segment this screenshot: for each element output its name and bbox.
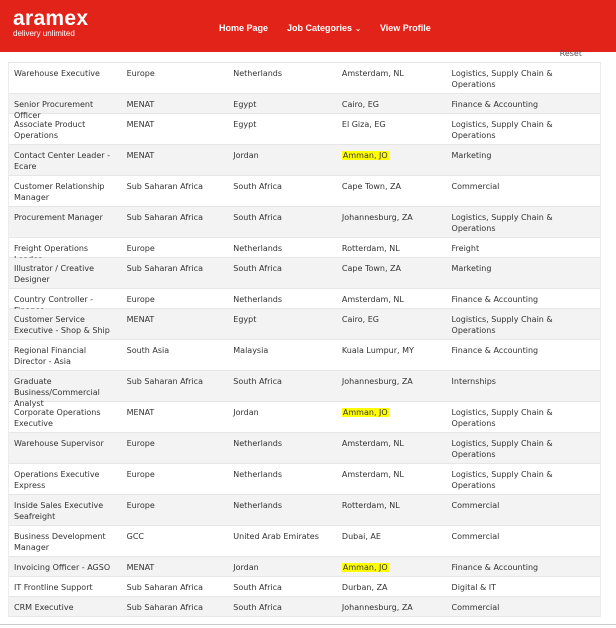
- job-category: [447, 243, 600, 257]
- job-city-text: Kuala Lumpur, MY: [341, 346, 414, 355]
- job-country: [228, 376, 337, 401]
- job-category-text: Digital & IT: [451, 583, 497, 592]
- job-city: [337, 469, 447, 494]
- job-title-text: Customer Relationship Manager: [14, 182, 105, 202]
- chevron-down-icon: ⌄: [355, 26, 361, 33]
- job-title[interactable]: [9, 500, 122, 525]
- job-title[interactable]: [9, 469, 122, 494]
- job-region-text: South Asia: [126, 346, 170, 355]
- job-region: [122, 181, 229, 206]
- job-row[interactable]: [9, 402, 600, 433]
- job-region: [122, 602, 229, 616]
- job-row[interactable]: [9, 433, 600, 464]
- job-title[interactable]: [9, 376, 122, 408]
- job-category-text: Finance & Accounting: [451, 563, 539, 572]
- job-category-text: Commercial: [451, 603, 500, 612]
- job-title[interactable]: [9, 119, 122, 144]
- job-title-text: Regional Financial Director - Asia: [14, 346, 87, 366]
- job-region-text: Europe: [126, 69, 155, 78]
- job-category-text: Logistics, Supply Chain & Operations: [451, 408, 553, 428]
- job-country-text: Netherlands: [233, 244, 283, 253]
- job-city-text: Amsterdam, NL: [341, 439, 404, 448]
- job-title-text: Contact Center Leader - Ecare: [14, 151, 110, 171]
- job-title-text: Customer Service Executive - Shop & Ship: [14, 315, 110, 335]
- job-region-text: MENAT: [126, 315, 155, 324]
- job-region-text: Europe: [126, 439, 155, 448]
- job-country-text: Egypt: [233, 315, 257, 324]
- job-category-text: Commercial: [451, 182, 500, 191]
- job-region-text: Europe: [126, 470, 155, 479]
- job-title-text: Senior Procurement Officer: [14, 100, 94, 120]
- job-country: [228, 438, 337, 463]
- job-row[interactable]: [9, 495, 600, 526]
- job-title[interactable]: [9, 263, 122, 288]
- job-row[interactable]: [9, 340, 600, 371]
- job-country: [228, 99, 337, 113]
- job-row[interactable]: [9, 258, 600, 289]
- main-nav: [219, 22, 431, 36]
- job-region: [122, 243, 229, 257]
- job-country: [228, 469, 337, 494]
- job-row[interactable]: [9, 94, 600, 120]
- job-city-text: Amsterdam, NL: [341, 69, 404, 78]
- job-category-text: Marketing: [451, 151, 492, 160]
- job-city-text: Amsterdam, NL: [341, 470, 404, 479]
- job-country-text: United Arab Emirates: [233, 532, 319, 541]
- job-country: [228, 263, 337, 288]
- job-category: [447, 212, 600, 237]
- job-category-text: Finance & Accounting: [451, 295, 539, 304]
- job-city-text: Cape Town, ZA: [341, 182, 402, 191]
- job-region-text: Sub Saharan Africa: [126, 264, 203, 273]
- job-region: [122, 294, 229, 308]
- job-title-text: Graduate Business/Commercial Analyst: [14, 377, 100, 408]
- job-region-text: Sub Saharan Africa: [126, 583, 203, 592]
- job-row[interactable]: [9, 145, 600, 176]
- job-country-text: South Africa: [233, 583, 282, 592]
- job-city-text: Durban, ZA: [341, 583, 388, 592]
- job-country-text: Netherlands: [233, 470, 283, 479]
- page-fold: [0, 624, 616, 628]
- job-city-text: Amman, JO: [342, 563, 388, 572]
- job-title[interactable]: [9, 68, 122, 93]
- job-row[interactable]: [9, 464, 600, 495]
- job-title-text: CRM Executive: [14, 603, 74, 612]
- job-region: [122, 407, 229, 432]
- job-category-text: Commercial: [451, 501, 500, 510]
- job-city-text: Amman, JO: [342, 408, 388, 417]
- job-category: [447, 314, 600, 339]
- job-city: [337, 562, 447, 576]
- job-row[interactable]: [9, 289, 600, 309]
- job-title-text: Corporate Operations Executive: [14, 408, 101, 428]
- job-city: [337, 119, 447, 144]
- job-title[interactable]: [9, 438, 122, 463]
- nav-view-profile[interactable]: View Profile: [379, 23, 431, 33]
- job-category: [447, 68, 600, 93]
- job-city-text: Johannesburg, ZA: [341, 377, 413, 386]
- job-region: [122, 314, 229, 339]
- job-title[interactable]: [9, 294, 122, 308]
- jobs-table: [8, 62, 601, 617]
- job-country: [228, 582, 337, 596]
- job-city: [337, 602, 447, 616]
- job-row[interactable]: [9, 597, 600, 617]
- job-region-text: MENAT: [126, 100, 155, 109]
- job-title-text: Illustrator / Creative Designer: [14, 264, 95, 284]
- job-category: [447, 407, 600, 432]
- job-category-text: Logistics, Supply Chain & Operations: [451, 69, 553, 89]
- job-category-text: Finance & Accounting: [451, 100, 539, 109]
- job-city-text: Amman, JO: [342, 151, 388, 160]
- job-row[interactable]: [9, 176, 600, 207]
- job-country-text: Netherlands: [233, 501, 283, 510]
- job-region-text: Sub Saharan Africa: [126, 213, 203, 222]
- job-category: [447, 150, 600, 175]
- job-country-text: South Africa: [233, 264, 282, 273]
- job-country-text: South Africa: [233, 377, 282, 386]
- job-city: [337, 294, 447, 308]
- job-category: [447, 531, 600, 556]
- job-country-text: Netherlands: [233, 69, 283, 78]
- job-city: [337, 181, 447, 206]
- job-region: [122, 376, 229, 401]
- job-city: [337, 263, 447, 288]
- job-title[interactable]: [9, 602, 122, 616]
- job-region-text: Europe: [126, 501, 155, 510]
- job-title-text: Operations Executive Express: [14, 470, 100, 490]
- job-country: [228, 500, 337, 525]
- job-region: [122, 212, 229, 237]
- job-city: [337, 582, 447, 596]
- job-row[interactable]: [9, 238, 600, 258]
- job-region: [122, 500, 229, 525]
- job-country: [228, 294, 337, 308]
- job-region: [122, 531, 229, 556]
- job-country: [228, 243, 337, 257]
- job-row[interactable]: [9, 371, 600, 408]
- aramex-logo[interactable]: aramex: [13, 7, 89, 30]
- job-title[interactable]: [9, 243, 122, 257]
- job-category: [447, 582, 600, 596]
- job-country-text: Jordan: [233, 563, 259, 572]
- job-title[interactable]: [9, 314, 122, 339]
- job-row[interactable]: [9, 557, 600, 577]
- job-title-text: Associate Product Operations: [14, 120, 86, 140]
- job-title[interactable]: [9, 407, 122, 432]
- job-country-text: Jordan: [233, 151, 259, 160]
- job-country-text: Jordan: [233, 408, 259, 417]
- job-country-text: Malaysia: [233, 346, 269, 355]
- job-category: [447, 469, 600, 494]
- job-country-text: Egypt: [233, 120, 257, 129]
- job-category-text: Logistics, Supply Chain & Operations: [451, 439, 553, 459]
- job-region: [122, 119, 229, 144]
- job-title[interactable]: [9, 212, 122, 237]
- reset-link[interactable]: Reset: [559, 49, 582, 58]
- job-city: [337, 99, 447, 113]
- job-category-text: Logistics, Supply Chain & Operations: [451, 120, 553, 140]
- job-country: [228, 562, 337, 576]
- job-category: [447, 119, 600, 144]
- job-region: [122, 150, 229, 175]
- job-city-text: El Giza, EG: [341, 120, 386, 129]
- job-category: [447, 294, 600, 308]
- job-country-text: South Africa: [233, 182, 282, 191]
- job-category-text: Logistics, Supply Chain & Operations: [451, 315, 553, 335]
- job-region: [122, 68, 229, 93]
- job-city-text: Amsterdam, NL: [341, 295, 404, 304]
- job-city: [337, 345, 447, 370]
- job-row[interactable]: [9, 577, 600, 597]
- job-category: [447, 438, 600, 463]
- brand-tagline: delivery unlimited: [13, 29, 75, 38]
- nav-job-categories-label: Job Categories: [287, 23, 353, 33]
- job-title-text: Inside Sales Executive Seafreight: [14, 501, 104, 521]
- job-city: [337, 212, 447, 237]
- job-city: [337, 407, 447, 432]
- job-category-text: Commercial: [451, 532, 500, 541]
- job-region-text: MENAT: [126, 408, 155, 417]
- job-row[interactable]: [9, 114, 600, 145]
- job-category-text: Freight: [451, 244, 480, 253]
- job-region: [122, 562, 229, 576]
- job-region-text: MENAT: [126, 120, 155, 129]
- job-country: [228, 314, 337, 339]
- job-city: [337, 438, 447, 463]
- job-category: [447, 263, 600, 288]
- job-region-text: Sub Saharan Africa: [126, 377, 203, 386]
- job-category: [447, 602, 600, 616]
- job-title[interactable]: [9, 181, 122, 206]
- job-city-text: Dubai, AE: [341, 532, 381, 541]
- job-region-text: GCC: [126, 532, 144, 541]
- job-country: [228, 181, 337, 206]
- job-region-text: MENAT: [126, 151, 155, 160]
- job-country: [228, 150, 337, 175]
- job-title-text: Warehouse Executive: [14, 69, 100, 78]
- job-city-text: Cairo, EG: [341, 315, 379, 324]
- job-category: [447, 181, 600, 206]
- job-country: [228, 119, 337, 144]
- job-city-text: Johannesburg, ZA: [341, 603, 413, 612]
- job-category: [447, 345, 600, 370]
- job-title-text: Procurement Manager: [14, 213, 103, 222]
- job-title[interactable]: [9, 531, 122, 556]
- job-category: [447, 99, 600, 113]
- job-city: [337, 68, 447, 93]
- site-header: [0, 0, 616, 52]
- job-region-text: Sub Saharan Africa: [126, 182, 203, 191]
- job-title-text: Business Development Manager: [14, 532, 106, 552]
- job-row[interactable]: [9, 526, 600, 557]
- nav-home[interactable]: Home Page: [219, 23, 269, 33]
- job-country: [228, 602, 337, 616]
- job-row[interactable]: [9, 207, 600, 238]
- job-city: [337, 150, 447, 175]
- job-city: [337, 243, 447, 257]
- job-city: [337, 376, 447, 401]
- job-city: [337, 500, 447, 525]
- job-city-text: Johannesburg, ZA: [341, 213, 413, 222]
- job-region: [122, 99, 229, 113]
- job-title[interactable]: [9, 150, 122, 175]
- job-region: [122, 582, 229, 596]
- job-city-text: Cape Town, ZA: [341, 264, 402, 273]
- job-city: [337, 531, 447, 556]
- job-title[interactable]: [9, 582, 122, 596]
- job-region-text: Europe: [126, 244, 155, 253]
- job-title-text: Country Controller -: [14, 295, 94, 304]
- job-country-text: Egypt: [233, 100, 257, 109]
- job-category-text: Finance & Accounting: [451, 346, 539, 355]
- job-title-text: IT Frontline Support: [14, 583, 93, 592]
- job-region: [122, 263, 229, 288]
- job-city-text: Rotterdam, NL: [341, 501, 400, 510]
- job-country-text: Netherlands: [233, 295, 283, 304]
- job-title[interactable]: [9, 562, 122, 576]
- job-category: [447, 562, 600, 576]
- job-region-text: Sub Saharan Africa: [126, 603, 203, 612]
- job-title-text: Warehouse Supervisor: [14, 439, 104, 448]
- job-category-text: Logistics, Supply Chain & Operations: [451, 470, 553, 490]
- job-region: [122, 469, 229, 494]
- job-title-text: Freight Operations: [14, 244, 89, 253]
- job-region-text: Europe: [126, 295, 155, 304]
- job-category: [447, 500, 600, 525]
- job-title-text: Invoicing Officer - AGSO: [14, 563, 111, 572]
- job-city-text: Cairo, EG: [341, 100, 379, 109]
- job-category-text: Logistics, Supply Chain & Operations: [451, 213, 553, 233]
- job-row[interactable]: [9, 309, 600, 340]
- job-country: [228, 345, 337, 370]
- job-city-text: Rotterdam, NL: [341, 244, 400, 253]
- job-region: [122, 345, 229, 370]
- job-category: [447, 376, 600, 401]
- job-country: [228, 212, 337, 237]
- job-country-text: Netherlands: [233, 439, 283, 448]
- job-region: [122, 438, 229, 463]
- job-region-text: MENAT: [126, 563, 155, 572]
- job-title[interactable]: [9, 345, 122, 370]
- job-country-text: South Africa: [233, 213, 282, 222]
- job-country: [228, 531, 337, 556]
- job-country: [228, 407, 337, 432]
- job-city: [337, 314, 447, 339]
- job-country-text: South Africa: [233, 603, 282, 612]
- job-title[interactable]: [9, 99, 122, 120]
- nav-job-categories[interactable]: [287, 22, 361, 36]
- job-category-text: Internships: [451, 377, 496, 386]
- job-row[interactable]: [9, 63, 600, 94]
- job-category-text: Marketing: [451, 264, 492, 273]
- job-country: [228, 68, 337, 93]
